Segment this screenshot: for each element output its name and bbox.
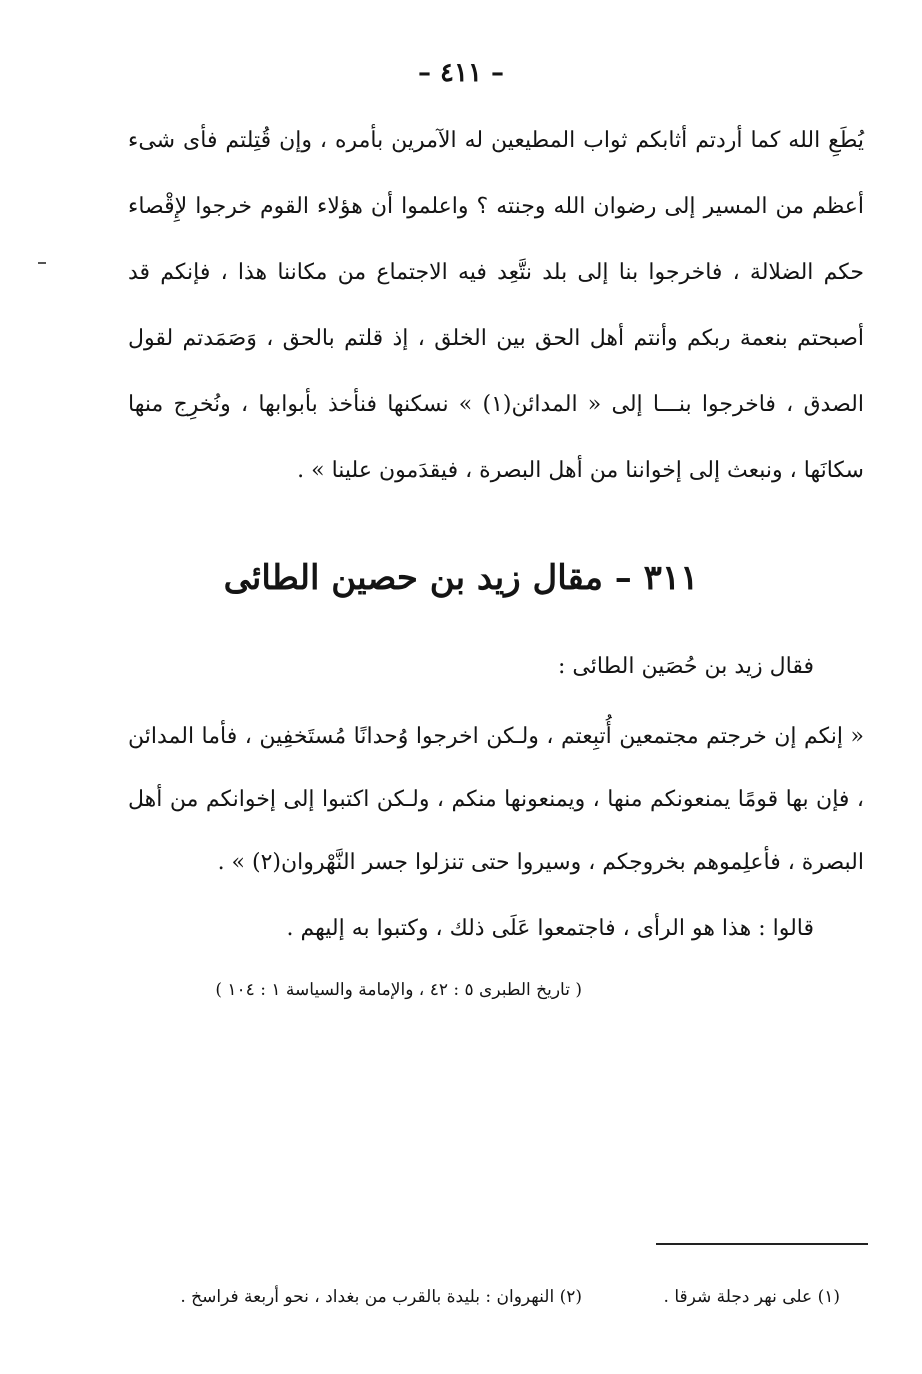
conclusion-paragraph: قالوا : هذا هو الرأى ، فاجتمعوا عَلَى ذلك ، وكتبوا به إليهم .: [286, 916, 814, 941]
source-citation: ( تاريخ الطبرى ٥ : ٤٢ ، والإمامة والسياسة ١ : ١٠٤ ): [215, 980, 582, 1000]
footnotes: [140, 1274, 840, 1324]
footnote-separator: [656, 1243, 868, 1245]
page-number: – ٤١١ –: [417, 58, 505, 88]
section-heading: ٣١١ – مقال زيد بن حصين الطائى: [223, 558, 699, 598]
footnote-2: (٢) النهروان : بليدة بالقرب من بغداد ، نحو أربعة فراسخ .: [180, 1287, 582, 1307]
body-paragraph-1: يُطَعِ الله كما أردتم أثابكم ثواب المطيعين له الآمرين بأمره ، وإن قُتِلتم فأى شىء أعظم من المسير إلى رضوان الله وجنته ؟ واعلموا أن هؤلاء القوم خرجوا لإِقْصاء حكم الضلالة ، فاخرجوا بنا إلى بلد نتَّعِد فيه الاجتماع من مكاننا هذا ، فإنكم قد أصبحتم بنعمة ربكم وأنتم أهل الحق بين الخلق ، إذ قلتم بالحق ، وَصَمَدتم لقول الصدق ، فاخرجوا بنـــا إلى « المدائن(١) » نسكنها فنأخذ بأبوابها ، ونُخرِج منها سكانَها ، ونبعث إلى إخواننا من أهل البصرة ، فيقدَمون علينا » .: [128, 128, 865, 483]
footnote-1: (١) على نهر دجلة شرقا .: [663, 1287, 840, 1307]
quoted-speech-paragraph: « إنكم إن خرجتم مجتمعين أُتبِعتم ، ولـكن اخرجوا وُحدانًا مُستَخفِين ، فأما المدائن ، فإن بها قومًا يمنعونكم منها ، ويمنعونها منكم ، ولـكن اكتبوا إلى إخوانكم من أهل البصرة ، فأعلِموهم بخروجكم ، وسيروا حتى تنزلوا جسر النَّهْروان(٢) » .: [128, 724, 865, 875]
section-intro: فقال زيد بن حُصَين الطائى :: [558, 654, 814, 679]
margin-mark: [38, 262, 46, 264]
